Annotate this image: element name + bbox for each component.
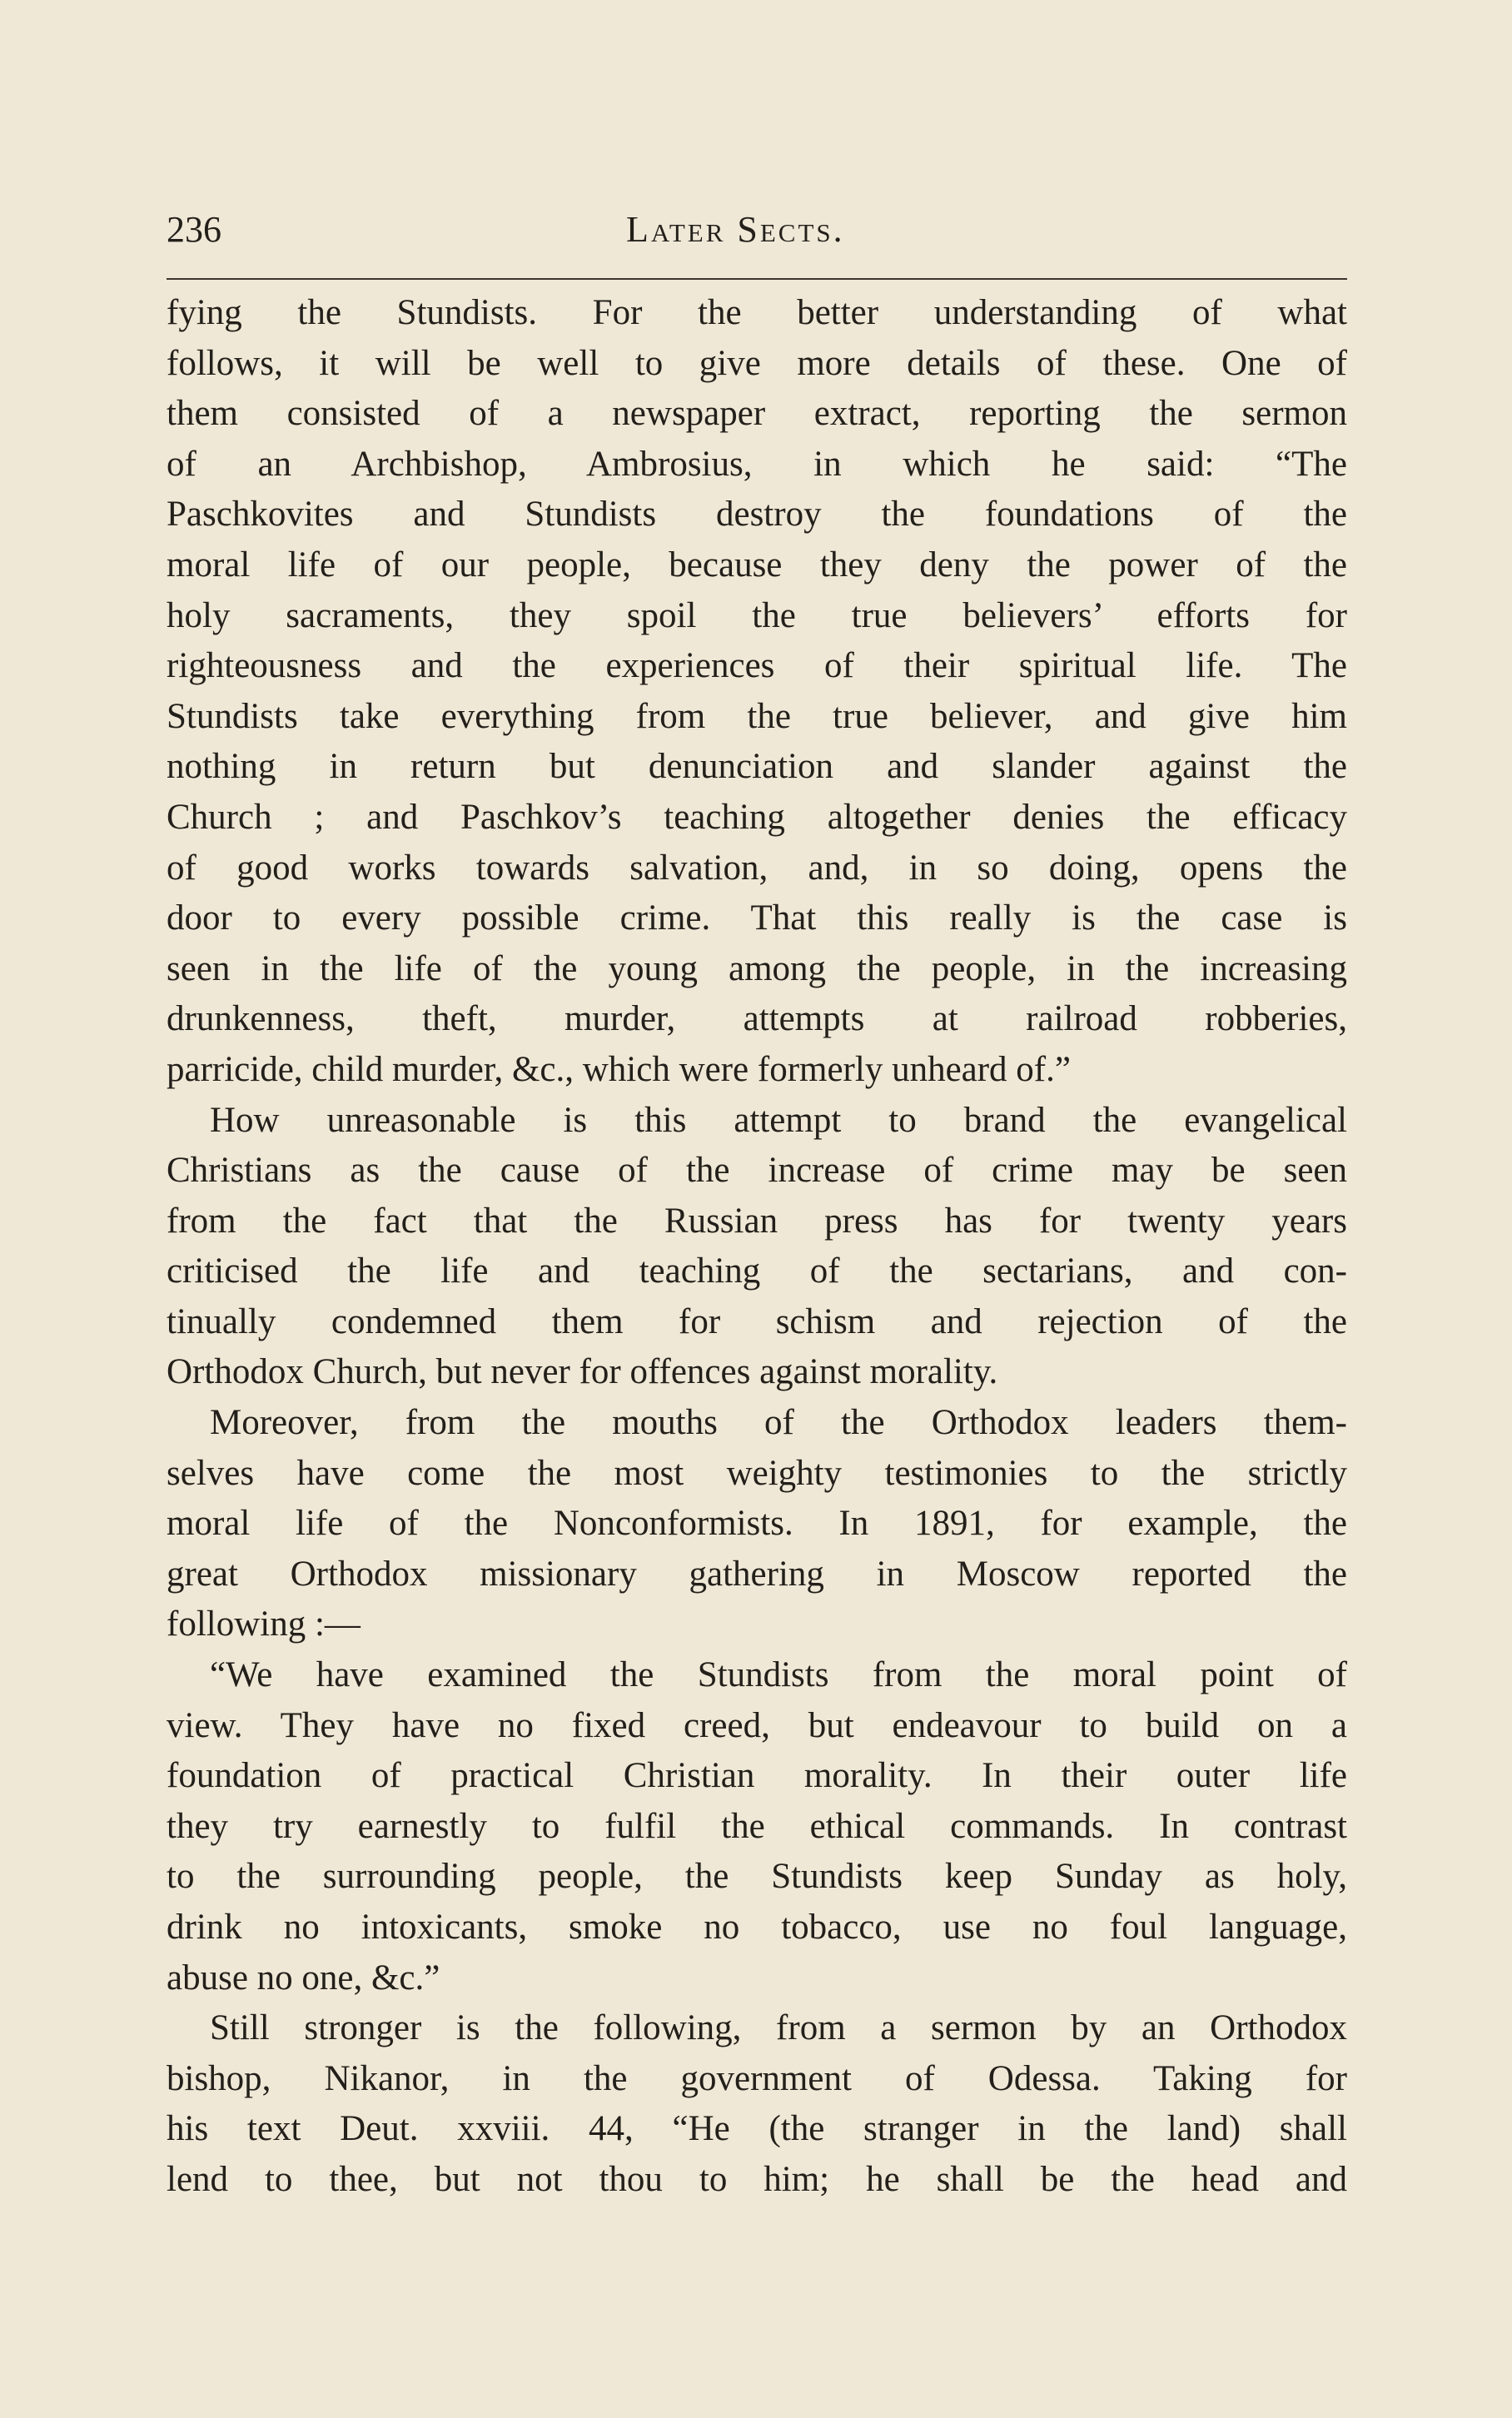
text-line: abuse no one, &c.” xyxy=(167,1958,440,1998)
text-line: criticised the life and teaching of the sectarians, and con- xyxy=(167,1251,1347,1291)
text-line: Orthodox Church, but never for offences against morality. xyxy=(167,1352,998,1392)
text-line: tinually condemned them for schism and rejection of the xyxy=(167,1301,1347,1341)
text-line: drunkenness, theft, murder, attempts at railroad robberies, xyxy=(167,999,1347,1039)
text-line: lend to thee, but not thou to him; he shall be the head and xyxy=(167,2159,1347,2199)
text-line: follows, it will be well to give more details of these. One of xyxy=(167,343,1347,383)
text-line: “We have examined the Stundists from the moral point of xyxy=(210,1655,1347,1695)
text-line: they try earnestly to fulfil the ethical commands. In contrast xyxy=(167,1806,1347,1846)
text-line: of an Archbishop, Ambrosius, in which he said: “The xyxy=(167,444,1347,484)
text-line: foundation of practical Christian morality. In their outer life xyxy=(167,1756,1347,1796)
text-line: Stundists take everything from the true believer, and give him xyxy=(167,696,1347,736)
text-line: nothing in return but denunciation and slander against the xyxy=(167,747,1347,787)
text-line: Moreover, from the mouths of the Orthodox leaders them- xyxy=(210,1403,1347,1443)
text-line: to the surrounding people, the Stundists keep Sunday as holy, xyxy=(167,1857,1347,1897)
text-line: righteousness and the experiences of their spiritual life. The xyxy=(167,646,1347,686)
text-line: moral life of the Nonconformists. In 1891, for example, the xyxy=(167,1504,1347,1544)
body-text xyxy=(167,288,1347,2206)
text-line: great Orthodox missionary gathering in Moscow reported the xyxy=(167,1554,1347,1594)
text-line: seen in the life of the young among the people, in the increasing xyxy=(167,948,1347,988)
text-line: fying the Stundists. For the better understanding of what xyxy=(167,293,1347,332)
text-line: from the fact that the Russian press has for twenty years xyxy=(167,1201,1347,1241)
header-rule xyxy=(167,278,1347,280)
text-line: bishop, Nikanor, in the government of Odessa. Taking for xyxy=(167,2058,1347,2098)
text-line: view. They have no fixed creed, but endeavour to build on a xyxy=(167,1705,1347,1745)
running-head: Later Sects. xyxy=(626,209,845,250)
page-number: 236 xyxy=(167,209,221,250)
text-line: door to every possible crime. That this really is the case is xyxy=(167,898,1347,938)
text-line: moral life of our people, because they deny the power of the xyxy=(167,545,1347,585)
text-line: his text Deut. xxviii. 44, “He (the stranger in the land) shall xyxy=(167,2109,1347,2149)
text-line: following :— xyxy=(167,1605,361,1644)
text-line: drink no intoxicants, smoke no tobacco, use no foul language, xyxy=(167,1908,1347,1947)
text-line: of good works towards salvation, and, in so doing, opens the xyxy=(167,848,1347,888)
text-line: selves have come the most weighty testimonies to the strictly xyxy=(167,1453,1347,1493)
text-line: holy sacraments, they spoil the true believers’ efforts for xyxy=(167,595,1347,635)
text-line: Paschkovites and Stundists destroy the foundations of the xyxy=(167,495,1347,535)
text-line: them consisted of a newspaper extract, reporting the sermon xyxy=(167,394,1347,434)
text-line: How unreasonable is this attempt to brand the evangelical xyxy=(210,1100,1347,1140)
page-header xyxy=(167,205,1347,255)
text-line: Church ; and Paschkov’s teaching altogether denies the efficacy xyxy=(167,797,1347,837)
text-line: parricide, child murder, &c., which were formerly unheard of.” xyxy=(167,1049,1071,1089)
text-line: Still stronger is the following, from a sermon by an Orthodox xyxy=(210,2008,1347,2048)
text-line: Christians as the cause of the increase of crime may be seen xyxy=(167,1151,1347,1191)
